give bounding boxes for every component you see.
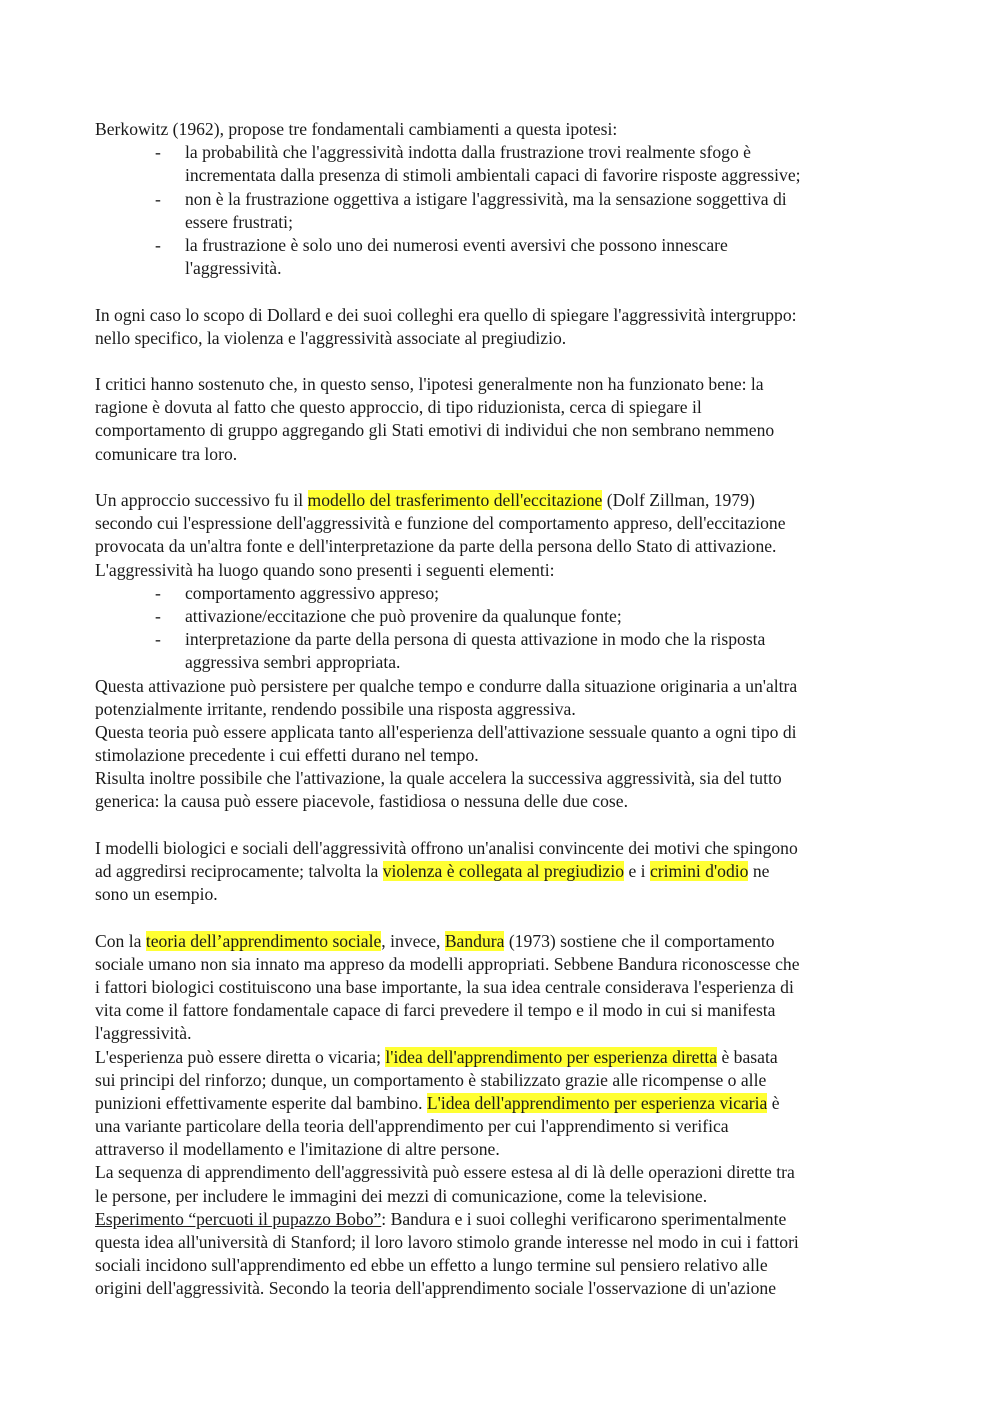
- paragraph-line: In ogni caso lo scopo di Dollard e dei suoi colleghi era quello di spiegare l'aggressività intergruppo:: [95, 304, 797, 325]
- highlighted-term: l'idea dell'apprendimento per esperienza diretta: [385, 1046, 718, 1067]
- paragraph-line: [95, 860, 915, 883]
- bullet-line: l'aggressività.: [185, 258, 282, 279]
- highlighted-term: Bandura: [444, 930, 505, 951]
- paragraph-line: potenzialmente irritante, rendendo possibile una risposta aggressiva.: [95, 698, 576, 719]
- text-run: ne: [748, 861, 770, 882]
- text-run: e i: [624, 861, 650, 882]
- paragraph-line: sono un esempio.: [95, 884, 218, 905]
- paragraph-line: Risulta inoltre possibile che l'attivazione, la quale accelera la successiva aggressività, sia del tutto: [95, 768, 782, 789]
- text-run: punizioni effettivamente esperite dal bambino.: [95, 1092, 427, 1113]
- text-run: : Bandura e i suoi colleghi verificarono sperimentalmente: [381, 1208, 787, 1229]
- paragraph-line: La sequenza di apprendimento dell'aggressività può essere estesa al di là delle operazioni dirette tra: [95, 1162, 795, 1183]
- bullet-dash: -: [155, 582, 161, 603]
- document-page: [95, 118, 915, 1301]
- paragraph-line: le persone, per includere le immagini dei mezzi di comunicazione, come la televisione.: [95, 1185, 708, 1206]
- bullet-dash: -: [155, 142, 161, 163]
- highlighted-term: modello del trasferimento dell'eccitazione: [307, 490, 603, 510]
- list-item: [95, 188, 915, 234]
- paragraph-line: sui principi del rinforzo; dunque, un comportamento è stabilizzato grazie alle ricompense o alle: [95, 1069, 767, 1090]
- list-item: [95, 628, 915, 674]
- paragraph-line: [95, 930, 915, 953]
- text-run: è: [767, 1092, 780, 1113]
- text-run: ad aggredirsi reciprocamente; talvolta la: [95, 861, 383, 882]
- paragraph-line: I critici hanno sostenuto che, in questo senso, l'ipotesi generalmente non ha funzionato bene: la: [95, 374, 764, 395]
- underlined-heading: Esperimento “percuoti il pupazzo Bobo”: [95, 1208, 382, 1229]
- paragraph-line: sociali incidono sull'apprendimento ed ebbe un effetto a lungo termine sul pensiero relativo alle: [95, 1255, 768, 1276]
- highlighted-term: L'idea dell'apprendimento per esperienza vicaria: [426, 1092, 768, 1113]
- paragraph-line: questa idea all'università di Stanford; il loro lavoro stimolo grande interesse nel modo in cui i fattori: [95, 1232, 799, 1253]
- highlighted-term: teoria dell’apprendimento sociale: [145, 930, 382, 951]
- paragraph-line: [95, 489, 915, 512]
- paragraph-line: nello specifico, la violenza e l'aggressività associate al pregiudizio.: [95, 327, 567, 348]
- paragraph-line: L'aggressività ha luogo quando sono presenti i seguenti elementi:: [95, 559, 555, 580]
- paragraph-line: stimolazione precedente i cui effetti durano nel tempo.: [95, 745, 479, 766]
- text-run: L'esperienza può essere diretta o vicaria;: [95, 1046, 386, 1067]
- bullet-line: attivazione/eccitazione che può provenire da qualunque fonte;: [185, 605, 622, 626]
- paragraph-line: provocata da un'altra fonte e dell'interpretazione da parte della persona dello Stato di attivazione.: [95, 536, 777, 557]
- paragraph-line: Questa teoria può essere applicata tanto all'esperienza dell'attivazione sessuale quanto a ogni tipo di: [95, 721, 797, 742]
- list-item: [95, 605, 915, 628]
- text-run: (Dolf Zillman, 1979): [602, 490, 755, 510]
- text-run: (1973) sostiene che il comportamento: [504, 930, 775, 951]
- paragraph-line: l'aggressività.: [95, 1023, 192, 1044]
- paragraph-line: [95, 1208, 915, 1231]
- bullet-line: la frustrazione è solo uno dei numerosi eventi aversivi che possono innescare: [185, 234, 728, 255]
- bullet-line: incrementata dalla presenza di stimoli ambientali capaci di favorire risposte aggressive;: [185, 165, 801, 186]
- text-run: Un approccio successivo fu il: [95, 490, 308, 510]
- paragraph-line: ragione è dovuta al fatto che questo approccio, di tipo riduzionista, cerca di spiegare il: [95, 397, 702, 418]
- paragraph-line: [95, 1092, 915, 1115]
- paragraph-line: Berkowitz (1962), propose tre fondamentali cambiamenti a questa ipotesi:: [95, 119, 618, 139]
- bullet-line: la probabilità che l'aggressività indotta dalla frustrazione trovi realmente sfogo è: [185, 142, 751, 163]
- text-run: , invece,: [381, 930, 445, 951]
- paragraph-line: attraverso il modellamento e l'imitazione di altre persone.: [95, 1139, 500, 1160]
- paragraph-line: una variante particolare della teoria dell'apprendimento per cui l'apprendimento si verifica: [95, 1116, 729, 1137]
- paragraph-line: sociale umano non sia innato ma appreso da modelli appropriati. Sebbene Bandura riconoscesse che: [95, 953, 800, 974]
- paragraph-line: secondo cui l'espressione dell'aggressività e funzione del comportamento appreso, dell'eccitazione: [95, 513, 786, 534]
- paragraph-line: origini dell'aggressività. Secondo la teoria dell'apprendimento sociale l'osservazione di un'azione: [95, 1278, 777, 1299]
- highlighted-term: crimini d'odio: [649, 861, 749, 882]
- list-item: [95, 234, 915, 280]
- highlighted-term: violenza è collegata al pregiudizio: [382, 861, 625, 882]
- paragraph-line: i fattori biologici costituiscono una base importante, la sua idea centrale considerava l'esperienza di: [95, 976, 794, 997]
- bullet-line: aggressiva sembri appropriata.: [185, 652, 401, 673]
- paragraph-line: I modelli biologici e sociali dell'aggressività offrono un'analisi convincente dei motivi che spingono: [95, 837, 798, 858]
- bullet-dash: -: [155, 629, 161, 650]
- text-run: Con la: [95, 930, 146, 951]
- text-run: è basata: [717, 1046, 778, 1067]
- paragraph-line: generica: la causa può essere piacevole, fastidiosa o nessuna delle due cose.: [95, 791, 628, 812]
- bullet-dash: -: [155, 605, 161, 626]
- bullet-dash: -: [155, 188, 161, 209]
- bullet-line: interpretazione da parte della persona di questa attivazione in modo che la risposta: [185, 629, 766, 650]
- bullet-line: essere frustrati;: [185, 211, 293, 232]
- paragraph-line: Questa attivazione può persistere per qualche tempo e condurre dalla situazione originaria a un'altra: [95, 675, 798, 696]
- paragraph-line: comportamento di gruppo aggregando gli Stati emotivi di individui che non sembrano nemmeno: [95, 420, 775, 441]
- list-item: [95, 582, 915, 605]
- bullet-dash: -: [155, 234, 161, 255]
- bullet-line: non è la frustrazione oggettiva a istigare l'aggressività, ma la sensazione soggettiva di: [185, 188, 787, 209]
- paragraph-line: [95, 1046, 915, 1069]
- paragraph-line: vita come il fattore fondamentale capace di farci prevedere il tempo e il modo in cui si manifesta: [95, 1000, 776, 1021]
- paragraph-line: comunicare tra loro.: [95, 443, 238, 464]
- bullet-line: comportamento aggressivo appreso;: [185, 582, 440, 603]
- list-item: [95, 141, 915, 187]
